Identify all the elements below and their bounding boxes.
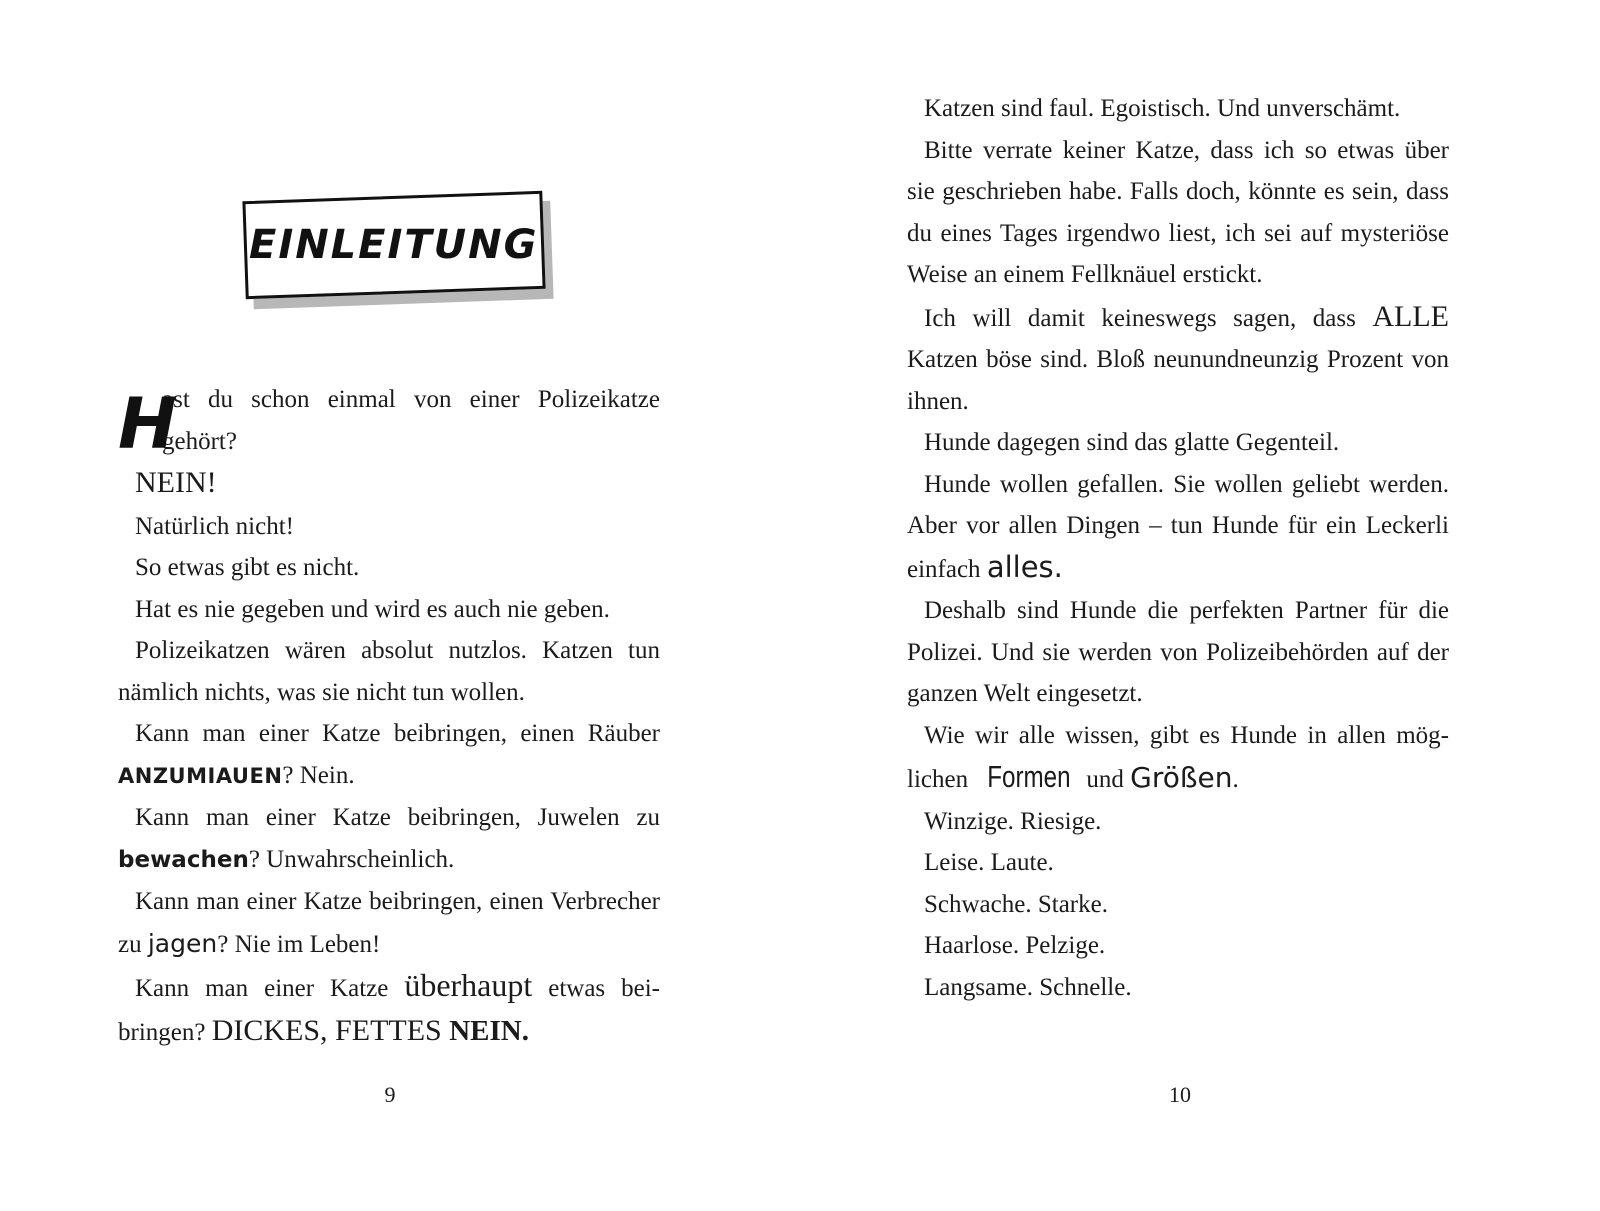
paragraph-polizeikatzen: Polizeikatzen wären absolut nutzlos. Katzen tun nämlich nichts, was sie nicht tun wollen.: [118, 637, 660, 706]
paragraph-winzige: Winzige. Riesige.: [924, 807, 1102, 835]
text-run: .: [1232, 766, 1239, 793]
paragraph-bewachen: [118, 797, 660, 881]
paragraph-haarlose: Haarlose. Pelzige.: [924, 932, 1106, 959]
left-page-text: [118, 379, 660, 1053]
page-number-right: 10: [1169, 1082, 1191, 1107]
paragraph-schwache: Schwache. Starke.: [924, 890, 1108, 918]
emphasis-groessen: Größen: [1130, 761, 1233, 794]
chapter-title-box: [244, 196, 556, 308]
paragraph-polizei-partner: Deshalb sind Hunde die perfekten Partner für die Polizei. Und sie werden von Polizeibehörden auf der ganzen Welt eingesetzt.: [907, 597, 1449, 707]
nein-exclaim: NEIN!: [135, 466, 217, 499]
text-run: Kann man einer Katze beibringen, Juwelen zu: [135, 804, 660, 831]
paragraph-bitte-verrate: Bitte verrate keiner Katze, dass ich so etwas über sie geschrieben habe. Falls doch, könnte es sein, dass du eines Tages irgendwo liest, ich sei auf mysteriöse Weise an einem Fellknäuel erstickt.: [907, 136, 1449, 288]
text-run: ? Nein.: [282, 761, 355, 789]
intro-line-1: ast du schon einmal von einer Polizeikatze: [162, 386, 660, 413]
paragraph-hat-es: Hat es nie gegeben und wird es auch nie geben.: [135, 595, 610, 623]
intro-line-2: gehört?: [162, 427, 237, 455]
text-run: ? Nie im Leben!: [217, 930, 381, 958]
text-run: ? Unwahrscheinlich.: [248, 845, 455, 873]
emphasis-nein: NEIN.: [449, 1014, 529, 1047]
text-run: Kann man einer Katze beibringen, einen Räuber: [135, 720, 660, 747]
emphasis-bewachen: bewachen: [118, 846, 249, 873]
emphasis-jagen: jagen: [147, 928, 218, 958]
emphasis-ueberhaupt: überhaupt: [404, 967, 533, 1003]
paragraph-ueberhaupt: [118, 965, 660, 1053]
right-page: [800, 0, 1600, 1211]
text-run: etwas beibringen?: [118, 975, 660, 1046]
paragraph-natuerlich: Natürlich nicht!: [135, 512, 294, 540]
paragraph-alle-katzen: [907, 296, 1449, 423]
text-run: Hunde wollen gefallen. Sie wollen geliebt werden. Aber vor allen Dingen – tun Hunde für ein Leckerli einfach: [907, 470, 1449, 583]
text-run: Katzen böse sind. Bloß neunundneunzig Prozent von ihnen.: [907, 346, 1449, 415]
paragraph-leise: Leise. Laute.: [924, 849, 1054, 876]
emphasis-alles: alles.: [986, 549, 1063, 584]
text-run: Kann man einer Katze: [135, 975, 405, 1002]
page-number-left: 9: [384, 1082, 396, 1107]
chapter-title: EINLEITUNG: [249, 222, 539, 269]
paragraph-hunde-gegenteil: Hunde dagegen sind das glatte Gegenteil.: [924, 429, 1340, 456]
right-page-text: [907, 88, 1449, 1008]
paragraph-anzumiauen: [118, 713, 660, 797]
paragraph-jagen: [118, 881, 660, 965]
emphasis-alle: ALLE: [1372, 299, 1449, 333]
emphasis-dickes-fettes: DICKES, FETTES: [211, 1013, 450, 1047]
text-run: und: [1080, 766, 1131, 793]
chapter-title-frame: [242, 191, 545, 299]
text-run: Ich will damit keineswegs sagen, dass: [924, 304, 1373, 332]
paragraph-so-etwas: So etwas gibt es nicht.: [135, 554, 360, 581]
emphasis-anzumiauen: ANZUMIAUEN: [118, 763, 283, 788]
emphasis-formen: Formen: [987, 759, 1071, 794]
text-run: Kann man einer Katze beibringen, einen Verbrecher zu: [118, 888, 660, 958]
paragraph-nein: [118, 462, 660, 506]
paragraph-intro: [118, 379, 660, 465]
paragraph-hunde-gefallen: [907, 464, 1449, 591]
paragraph-langsame: Langsame. Schnelle.: [924, 973, 1132, 1001]
paragraph-katzen-faul: Katzen sind faul. Egoistisch. Und unverschämt.: [924, 95, 1401, 122]
text-run: Wie wir alle wissen, gibt es Hunde in allen möglichen: [907, 721, 1449, 793]
drop-cap: H: [118, 383, 177, 465]
paragraph-formen-groessen: [907, 715, 1449, 801]
